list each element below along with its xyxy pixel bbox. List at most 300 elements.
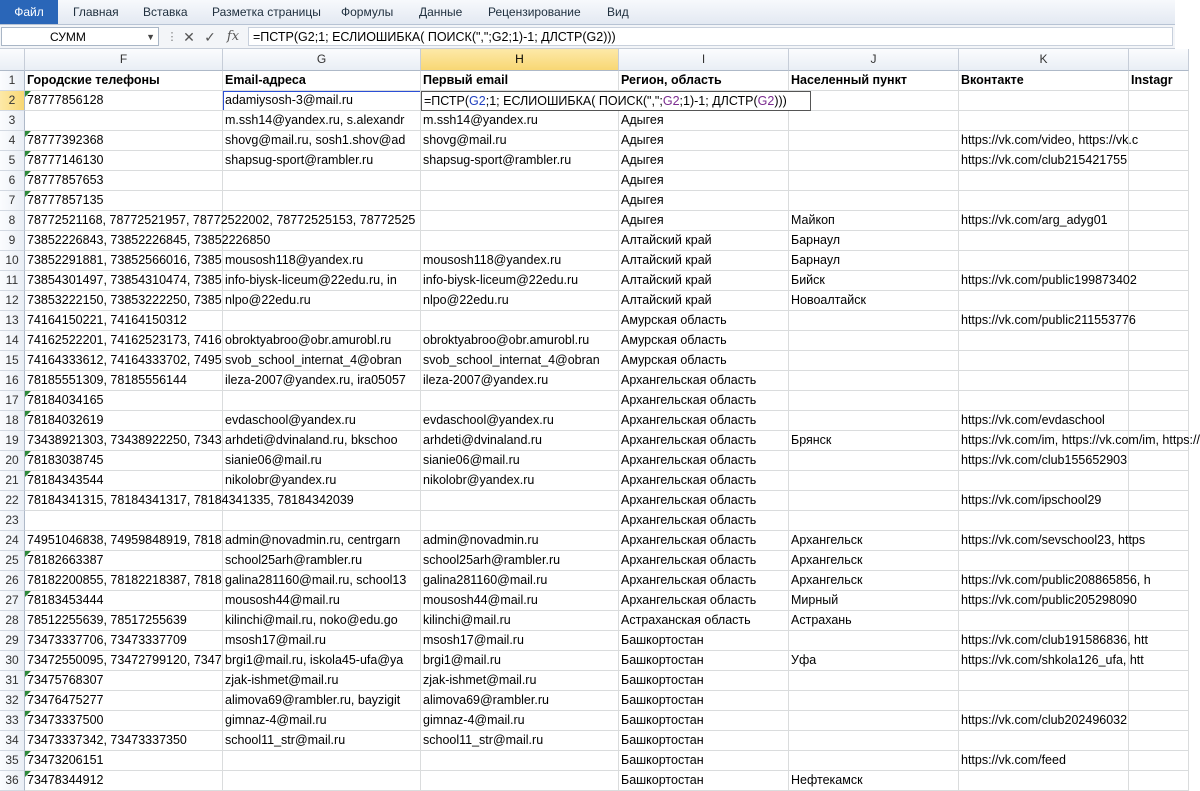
row-header[interactable]: 4 (0, 131, 25, 151)
table-cell[interactable] (1129, 331, 1189, 351)
table-cell[interactable]: zjak-ishmet@mail.ru (223, 671, 421, 691)
table-cell[interactable]: Астраханская область (619, 611, 789, 631)
tab-file[interactable]: Файл (0, 0, 58, 24)
table-cell[interactable] (1129, 131, 1189, 151)
column-header-i[interactable]: I (619, 49, 789, 71)
table-cell[interactable]: 73475768307 (25, 671, 223, 691)
table-cell[interactable] (789, 131, 959, 151)
table-cell[interactable] (789, 351, 959, 371)
row-header[interactable]: 27 (0, 591, 25, 611)
table-cell[interactable] (1129, 91, 1189, 111)
table-cell[interactable]: m.ssh14@yandex.ru, s.alexandr (223, 111, 421, 131)
table-cell[interactable] (959, 111, 1129, 131)
table-cell[interactable]: https://vk.com/public208865856, h (959, 571, 1129, 591)
table-cell[interactable] (789, 731, 959, 751)
row-header[interactable]: 1 (0, 71, 25, 91)
table-cell[interactable] (223, 191, 421, 211)
table-cell[interactable]: https://vk.com/club215421755 (959, 151, 1129, 171)
row-header[interactable]: 25 (0, 551, 25, 571)
table-cell[interactable] (1129, 691, 1189, 711)
table-cell[interactable]: brgi1@mail.ru, iskola45-ufa@ya (223, 651, 421, 671)
table-cell[interactable] (1129, 491, 1189, 511)
row-header[interactable]: 3 (0, 111, 25, 131)
table-cell[interactable]: 73472550095, 73472799120, 7347 (25, 651, 223, 671)
table-cell[interactable]: info-biysk-liceum@22edu.ru, in (223, 271, 421, 291)
table-cell[interactable]: Башкортостан (619, 691, 789, 711)
table-cell[interactable]: obroktyabroo@obr.amurobl.ru (223, 331, 421, 351)
table-cell[interactable]: gimnaz-4@mail.ru (421, 711, 619, 731)
formula-input[interactable]: =ПСТР(G2;1; ЕСЛИОШИБКА( ПОИСК(",";G2;1)-1; ДЛСТР(G2))) (248, 27, 1173, 46)
tab-review[interactable]: Рецензирование (488, 5, 581, 19)
row-header[interactable]: 11 (0, 271, 25, 291)
table-cell[interactable]: Майкоп (789, 211, 959, 231)
table-cell[interactable] (959, 351, 1129, 371)
table-cell[interactable]: Архангельская область (619, 571, 789, 591)
table-cell[interactable] (1129, 751, 1189, 771)
table-cell[interactable]: 74164150221, 74164150312 (25, 311, 223, 331)
table-cell[interactable]: Адыгея (619, 211, 789, 231)
table-cell[interactable]: Башкортостан (619, 731, 789, 751)
table-cell[interactable] (789, 191, 959, 211)
table-cell[interactable]: 78772521168, 78772521957, 78772522002, 78772525153, 78772525 (25, 211, 223, 231)
table-cell[interactable] (421, 191, 619, 211)
table-cell[interactable]: sianie06@mail.ru (223, 451, 421, 471)
table-cell[interactable] (959, 171, 1129, 191)
row-header[interactable]: 19 (0, 431, 25, 451)
table-cell[interactable]: https://vk.com/public199873402 (959, 271, 1129, 291)
table-cell[interactable]: Алтайский край (619, 291, 789, 311)
table-cell[interactable] (959, 771, 1129, 791)
table-cell[interactable]: Архангельская область (619, 531, 789, 551)
table-cell[interactable] (1129, 271, 1189, 291)
table-cell[interactable]: Архангельск (789, 531, 959, 551)
table-cell[interactable]: alimova69@rambler.ru, bayzigit (223, 691, 421, 711)
table-cell[interactable] (1129, 231, 1189, 251)
row-header[interactable]: 5 (0, 151, 25, 171)
table-cell[interactable]: Амурская область (619, 311, 789, 331)
table-cell[interactable]: info-biysk-liceum@22edu.ru (421, 271, 619, 291)
table-cell[interactable] (959, 291, 1129, 311)
row-header[interactable]: 24 (0, 531, 25, 551)
table-cell[interactable]: Адыгея (619, 151, 789, 171)
table-cell[interactable]: 78777857653 (25, 171, 223, 191)
table-cell[interactable]: 73473206151 (25, 751, 223, 771)
table-cell[interactable]: https://vk.com/public211553776 (959, 311, 1129, 331)
table-cell[interactable] (959, 91, 1129, 111)
table-cell[interactable] (789, 751, 959, 771)
table-cell[interactable] (1129, 551, 1189, 571)
table-cell[interactable] (1129, 671, 1189, 691)
table-cell[interactable]: 78184032619 (25, 411, 223, 431)
table-cell[interactable]: mousosh118@yandex.ru (421, 251, 619, 271)
table-cell[interactable] (1129, 611, 1189, 631)
table-cell[interactable] (959, 391, 1129, 411)
table-cell[interactable]: Амурская область (619, 351, 789, 371)
table-cell[interactable]: 73438921303, 73438922250, 7343 (25, 431, 223, 451)
table-cell[interactable]: Адыгея (619, 171, 789, 191)
table-cell[interactable] (789, 311, 959, 331)
tab-view[interactable]: Вид (607, 5, 629, 19)
table-cell[interactable]: nikolobr@yandex.ru (421, 471, 619, 491)
table-cell[interactable]: Архангельская область (619, 371, 789, 391)
table-cell[interactable]: 73852291881, 73852566016, 7385 (25, 251, 223, 271)
table-cell[interactable]: nlpo@22edu.ru (223, 291, 421, 311)
row-header[interactable]: 29 (0, 631, 25, 651)
header-cell[interactable]: Email-адреса (223, 71, 421, 91)
table-cell[interactable]: 78183038745 (25, 451, 223, 471)
table-cell[interactable] (789, 631, 959, 651)
table-cell[interactable]: school11_str@mail.ru (421, 731, 619, 751)
row-header[interactable]: 20 (0, 451, 25, 471)
table-cell[interactable] (1129, 191, 1189, 211)
row-header[interactable]: 7 (0, 191, 25, 211)
table-cell[interactable] (223, 391, 421, 411)
table-cell[interactable]: m.ssh14@yandex.ru (421, 111, 619, 131)
table-cell[interactable] (1129, 511, 1189, 531)
table-cell[interactable]: https://vk.com/arg_adyg01 (959, 211, 1129, 231)
chevron-down-icon[interactable]: ▼ (146, 32, 155, 42)
column-header-l[interactable] (1129, 49, 1189, 71)
table-cell[interactable] (1129, 371, 1189, 391)
header-cell[interactable]: Instagr (1129, 71, 1189, 91)
table-cell[interactable]: shapsug-sport@rambler.ru (223, 151, 421, 171)
table-cell[interactable] (789, 471, 959, 491)
table-cell[interactable]: Архангельская область (619, 491, 789, 511)
table-cell[interactable]: Адыгея (619, 131, 789, 151)
name-box[interactable] (1, 27, 159, 46)
table-cell[interactable]: 73476475277 (25, 691, 223, 711)
table-cell[interactable] (789, 151, 959, 171)
table-cell[interactable]: shovg@mail.ru, sosh1.shov@ad (223, 131, 421, 151)
table-cell[interactable] (223, 311, 421, 331)
row-header[interactable]: 30 (0, 651, 25, 671)
table-cell[interactable]: Уфа (789, 651, 959, 671)
table-cell[interactable] (959, 691, 1129, 711)
table-cell[interactable]: kilinchi@mail.ru, noko@edu.go (223, 611, 421, 631)
table-cell[interactable] (421, 171, 619, 191)
table-cell[interactable] (959, 611, 1129, 631)
table-cell[interactable]: Архангельск (789, 551, 959, 571)
table-cell[interactable]: shovg@mail.ru (421, 131, 619, 151)
table-cell[interactable]: Адыгея (619, 191, 789, 211)
tab-page-layout[interactable]: Разметка страницы (212, 5, 321, 19)
row-header[interactable]: 21 (0, 471, 25, 491)
table-cell[interactable] (223, 771, 421, 791)
table-cell[interactable]: Амурская область (619, 331, 789, 351)
table-cell[interactable]: zjak-ishmet@mail.ru (421, 671, 619, 691)
table-cell[interactable] (959, 511, 1129, 531)
table-cell[interactable]: arhdeti@dvinaland.ru, bkschoo (223, 431, 421, 451)
header-cell[interactable]: Населенный пункт (789, 71, 959, 91)
table-cell[interactable] (223, 171, 421, 191)
table-cell[interactable] (789, 171, 959, 191)
table-cell[interactable] (1129, 111, 1189, 131)
tab-home[interactable]: Главная (73, 5, 119, 19)
table-cell[interactable]: school11_str@mail.ru (223, 731, 421, 751)
table-cell[interactable]: Архангельская область (619, 451, 789, 471)
tab-formulas[interactable]: Формулы (341, 5, 394, 19)
table-cell[interactable] (959, 331, 1129, 351)
table-cell[interactable]: school25arh@rambler.ru (223, 551, 421, 571)
table-cell[interactable]: Архангельск (789, 571, 959, 591)
table-cell[interactable] (1129, 451, 1189, 471)
row-header[interactable]: 16 (0, 371, 25, 391)
table-cell[interactable]: mousosh44@mail.ru (421, 591, 619, 611)
table-cell[interactable]: galina281160@mail.ru, school13 (223, 571, 421, 591)
table-cell[interactable] (1129, 311, 1189, 331)
table-cell[interactable]: 74951046838, 74959848919, 7818 (25, 531, 223, 551)
table-cell[interactable]: 73473337500 (25, 711, 223, 731)
table-cell[interactable] (421, 231, 619, 251)
table-cell[interactable]: 78777857135 (25, 191, 223, 211)
table-cell[interactable]: https://vk.com/sevschool23, https (959, 531, 1129, 551)
header-cell[interactable]: Регион, область (619, 71, 789, 91)
row-header[interactable]: 32 (0, 691, 25, 711)
row-header[interactable]: 2 (0, 91, 25, 111)
table-cell[interactable]: ileza-2007@yandex.ru, ira05057 (223, 371, 421, 391)
table-cell[interactable] (421, 391, 619, 411)
table-cell[interactable]: Архангельская область (619, 431, 789, 451)
table-cell[interactable]: https://vk.com/im, https://vk.com/im, https:// (959, 431, 1129, 451)
table-cell[interactable]: sianie06@mail.ru (421, 451, 619, 471)
table-cell[interactable]: 73473337342, 73473337350 (25, 731, 223, 751)
table-cell[interactable]: Башкортостан (619, 631, 789, 651)
table-cell[interactable]: evdaschool@yandex.ru (223, 411, 421, 431)
row-header[interactable]: 17 (0, 391, 25, 411)
table-cell[interactable]: nlpo@22edu.ru (421, 291, 619, 311)
table-cell[interactable]: nikolobr@yandex.ru (223, 471, 421, 491)
table-cell[interactable]: shapsug-sport@rambler.ru (421, 151, 619, 171)
row-header[interactable]: 6 (0, 171, 25, 191)
table-cell[interactable]: alimova69@rambler.ru (421, 691, 619, 711)
table-cell[interactable] (1129, 351, 1189, 371)
table-cell[interactable] (789, 411, 959, 431)
row-header[interactable]: 8 (0, 211, 25, 231)
enter-icon[interactable]: ✓ (204, 29, 216, 45)
table-cell[interactable]: arhdeti@dvinaland.ru (421, 431, 619, 451)
table-cell[interactable]: Бийск (789, 271, 959, 291)
table-cell[interactable]: https://vk.com/club191586836, htt (959, 631, 1129, 651)
table-cell[interactable] (1129, 731, 1189, 751)
table-cell[interactable] (789, 91, 959, 111)
table-cell[interactable] (1129, 211, 1189, 231)
table-cell[interactable]: Архангельская область (619, 471, 789, 491)
table-cell[interactable]: Алтайский край (619, 271, 789, 291)
table-cell[interactable]: Нефтекамск (789, 771, 959, 791)
table-cell[interactable]: Башкортостан (619, 651, 789, 671)
header-cell[interactable]: Городские телефоны (25, 71, 223, 91)
table-cell[interactable]: Архангельская область (619, 391, 789, 411)
table-cell[interactable]: Мирный (789, 591, 959, 611)
table-cell[interactable]: ileza-2007@yandex.ru (421, 371, 619, 391)
table-cell[interactable]: 78184343544 (25, 471, 223, 491)
table-cell[interactable] (1129, 391, 1189, 411)
table-cell[interactable] (959, 371, 1129, 391)
table-cell[interactable]: admin@novadmin.ru (421, 531, 619, 551)
table-cell[interactable]: Брянск (789, 431, 959, 451)
table-cell[interactable] (421, 491, 619, 511)
table-cell[interactable]: Алтайский край (619, 251, 789, 271)
tab-insert[interactable]: Вставка (143, 5, 188, 19)
table-cell[interactable]: Архангельская область (619, 551, 789, 571)
table-cell[interactable]: svob_school_internat_4@obran (223, 351, 421, 371)
insert-function-icon[interactable]: fx (226, 29, 240, 44)
table-cell[interactable]: brgi1@mail.ru (421, 651, 619, 671)
row-header[interactable]: 31 (0, 671, 25, 691)
table-cell[interactable]: 73473337706, 73473337709 (25, 631, 223, 651)
table-cell[interactable]: kilinchi@mail.ru (421, 611, 619, 631)
select-all-corner[interactable] (0, 49, 25, 71)
table-cell[interactable] (789, 511, 959, 531)
table-cell[interactable] (789, 691, 959, 711)
table-cell[interactable] (421, 771, 619, 791)
row-header[interactable]: 34 (0, 731, 25, 751)
table-cell[interactable] (789, 111, 959, 131)
table-cell[interactable]: Адыгея (619, 111, 789, 131)
table-cell[interactable]: 78182663387 (25, 551, 223, 571)
table-cell[interactable]: Новоалтайск (789, 291, 959, 311)
table-cell[interactable]: 78182200855, 78182218387, 7818 (25, 571, 223, 591)
table-cell[interactable]: 78512255639, 78517255639 (25, 611, 223, 631)
table-cell[interactable] (223, 751, 421, 771)
cancel-icon[interactable]: ✕ (183, 29, 195, 45)
column-header-f[interactable]: F (25, 49, 223, 71)
table-cell[interactable] (1129, 771, 1189, 791)
table-cell[interactable]: Астрахань (789, 611, 959, 631)
table-cell[interactable]: 78184034165 (25, 391, 223, 411)
table-cell[interactable]: svob_school_internat_4@obran (421, 351, 619, 371)
table-cell[interactable]: Башкортостан (619, 751, 789, 771)
table-cell[interactable]: https://vk.com/feed (959, 751, 1129, 771)
column-header-k[interactable]: K (959, 49, 1129, 71)
table-cell[interactable]: 73852226843, 73852226845, 73852226850 (25, 231, 223, 251)
table-cell[interactable] (421, 311, 619, 331)
table-cell[interactable] (959, 671, 1129, 691)
row-header[interactable]: 33 (0, 711, 25, 731)
row-header[interactable]: 26 (0, 571, 25, 591)
row-header[interactable]: 35 (0, 751, 25, 771)
table-cell[interactable]: obroktyabroo@obr.amurobl.ru (421, 331, 619, 351)
table-cell[interactable] (25, 111, 223, 131)
table-cell[interactable]: msosh17@mail.ru (223, 631, 421, 651)
table-cell[interactable]: Архангельская область (619, 411, 789, 431)
table-cell[interactable]: gimnaz-4@mail.ru (223, 711, 421, 731)
table-cell[interactable]: admin@novadmin.ru, centrgarn (223, 531, 421, 551)
column-header-h[interactable]: H (421, 49, 619, 71)
table-cell[interactable] (789, 391, 959, 411)
table-cell[interactable] (1129, 411, 1189, 431)
table-cell[interactable] (959, 191, 1129, 211)
row-header[interactable]: 23 (0, 511, 25, 531)
table-cell[interactable]: 78777856128 (25, 91, 223, 111)
table-cell[interactable]: adamiysosh-3@mail.ru (223, 91, 421, 111)
table-cell[interactable] (1129, 151, 1189, 171)
table-cell[interactable]: https://vk.com/video, https://vk.c (959, 131, 1129, 151)
table-cell[interactable]: galina281160@mail.ru (421, 571, 619, 591)
row-header[interactable]: 14 (0, 331, 25, 351)
table-cell[interactable]: 78184341315, 78184341317, 78184341335, 78184342039 (25, 491, 223, 511)
cell-edit-box[interactable] (421, 91, 811, 111)
table-cell[interactable] (959, 231, 1129, 251)
header-cell[interactable]: Вконтакте (959, 71, 1129, 91)
table-cell[interactable]: 73853222150, 73853222250, 7385 (25, 291, 223, 311)
table-cell[interactable] (959, 551, 1129, 571)
table-cell[interactable]: 73854301497, 73854310474, 7385 (25, 271, 223, 291)
table-cell[interactable]: https://vk.com/evdaschool (959, 411, 1129, 431)
table-cell[interactable] (1129, 291, 1189, 311)
table-cell[interactable]: Барнаул (789, 231, 959, 251)
table-cell[interactable] (1129, 591, 1189, 611)
row-header[interactable]: 15 (0, 351, 25, 371)
table-cell[interactable]: 78185551309, 78185556144 (25, 371, 223, 391)
table-cell[interactable]: https://vk.com/ipschool29 (959, 491, 1129, 511)
table-cell[interactable] (959, 471, 1129, 491)
table-cell[interactable]: https://vk.com/club155652903 (959, 451, 1129, 471)
row-header[interactable]: 18 (0, 411, 25, 431)
table-cell[interactable]: mousosh44@mail.ru (223, 591, 421, 611)
table-cell[interactable] (959, 731, 1129, 751)
table-cell[interactable]: 78777392368 (25, 131, 223, 151)
table-cell[interactable] (25, 511, 223, 531)
table-cell[interactable] (789, 671, 959, 691)
header-cell[interactable]: Первый email (421, 71, 619, 91)
table-cell[interactable]: school25arh@rambler.ru (421, 551, 619, 571)
column-header-g[interactable]: G (223, 49, 421, 71)
column-header-j[interactable]: J (789, 49, 959, 71)
row-header[interactable]: 36 (0, 771, 25, 791)
table-cell[interactable] (789, 491, 959, 511)
row-header[interactable]: 12 (0, 291, 25, 311)
table-cell[interactable]: Алтайский край (619, 231, 789, 251)
tab-data[interactable]: Данные (419, 5, 463, 19)
table-cell[interactable]: 74162522201, 74162523173, 7416 (25, 331, 223, 351)
table-cell[interactable]: 78183453444 (25, 591, 223, 611)
table-cell[interactable] (789, 451, 959, 471)
table-cell[interactable]: Башкортостан (619, 671, 789, 691)
table-cell[interactable]: 78777146130 (25, 151, 223, 171)
table-cell[interactable] (959, 251, 1129, 271)
table-cell[interactable] (421, 211, 619, 231)
table-cell[interactable] (1129, 711, 1189, 731)
table-cell[interactable] (789, 371, 959, 391)
table-cell[interactable]: mousosh118@yandex.ru (223, 251, 421, 271)
row-header[interactable]: 9 (0, 231, 25, 251)
row-header[interactable]: 13 (0, 311, 25, 331)
row-header[interactable]: 22 (0, 491, 25, 511)
row-header[interactable]: 10 (0, 251, 25, 271)
table-cell[interactable]: Архангельская область (619, 511, 789, 531)
table-cell[interactable] (1129, 251, 1189, 271)
table-cell[interactable] (1129, 471, 1189, 491)
row-header[interactable]: 28 (0, 611, 25, 631)
table-cell[interactable]: msosh17@mail.ru (421, 631, 619, 651)
table-cell[interactable]: Барнаул (789, 251, 959, 271)
table-cell[interactable]: Башкортостан (619, 711, 789, 731)
table-cell[interactable] (421, 511, 619, 531)
table-cell[interactable]: https://vk.com/shkola126_ufa, htt (959, 651, 1129, 671)
table-cell[interactable] (1129, 171, 1189, 191)
table-cell[interactable]: Башкортостан (619, 771, 789, 791)
table-cell[interactable]: 74164333612, 74164333702, 7495 (25, 351, 223, 371)
table-cell[interactable]: 73478344912 (25, 771, 223, 791)
table-cell[interactable]: https://vk.com/club202496032 (959, 711, 1129, 731)
table-cell[interactable] (223, 511, 421, 531)
table-cell[interactable]: evdaschool@yandex.ru (421, 411, 619, 431)
table-cell[interactable]: Архангельская область (619, 591, 789, 611)
table-cell[interactable]: https://vk.com/public205298090 (959, 591, 1129, 611)
table-cell[interactable] (421, 751, 619, 771)
table-cell[interactable] (789, 331, 959, 351)
